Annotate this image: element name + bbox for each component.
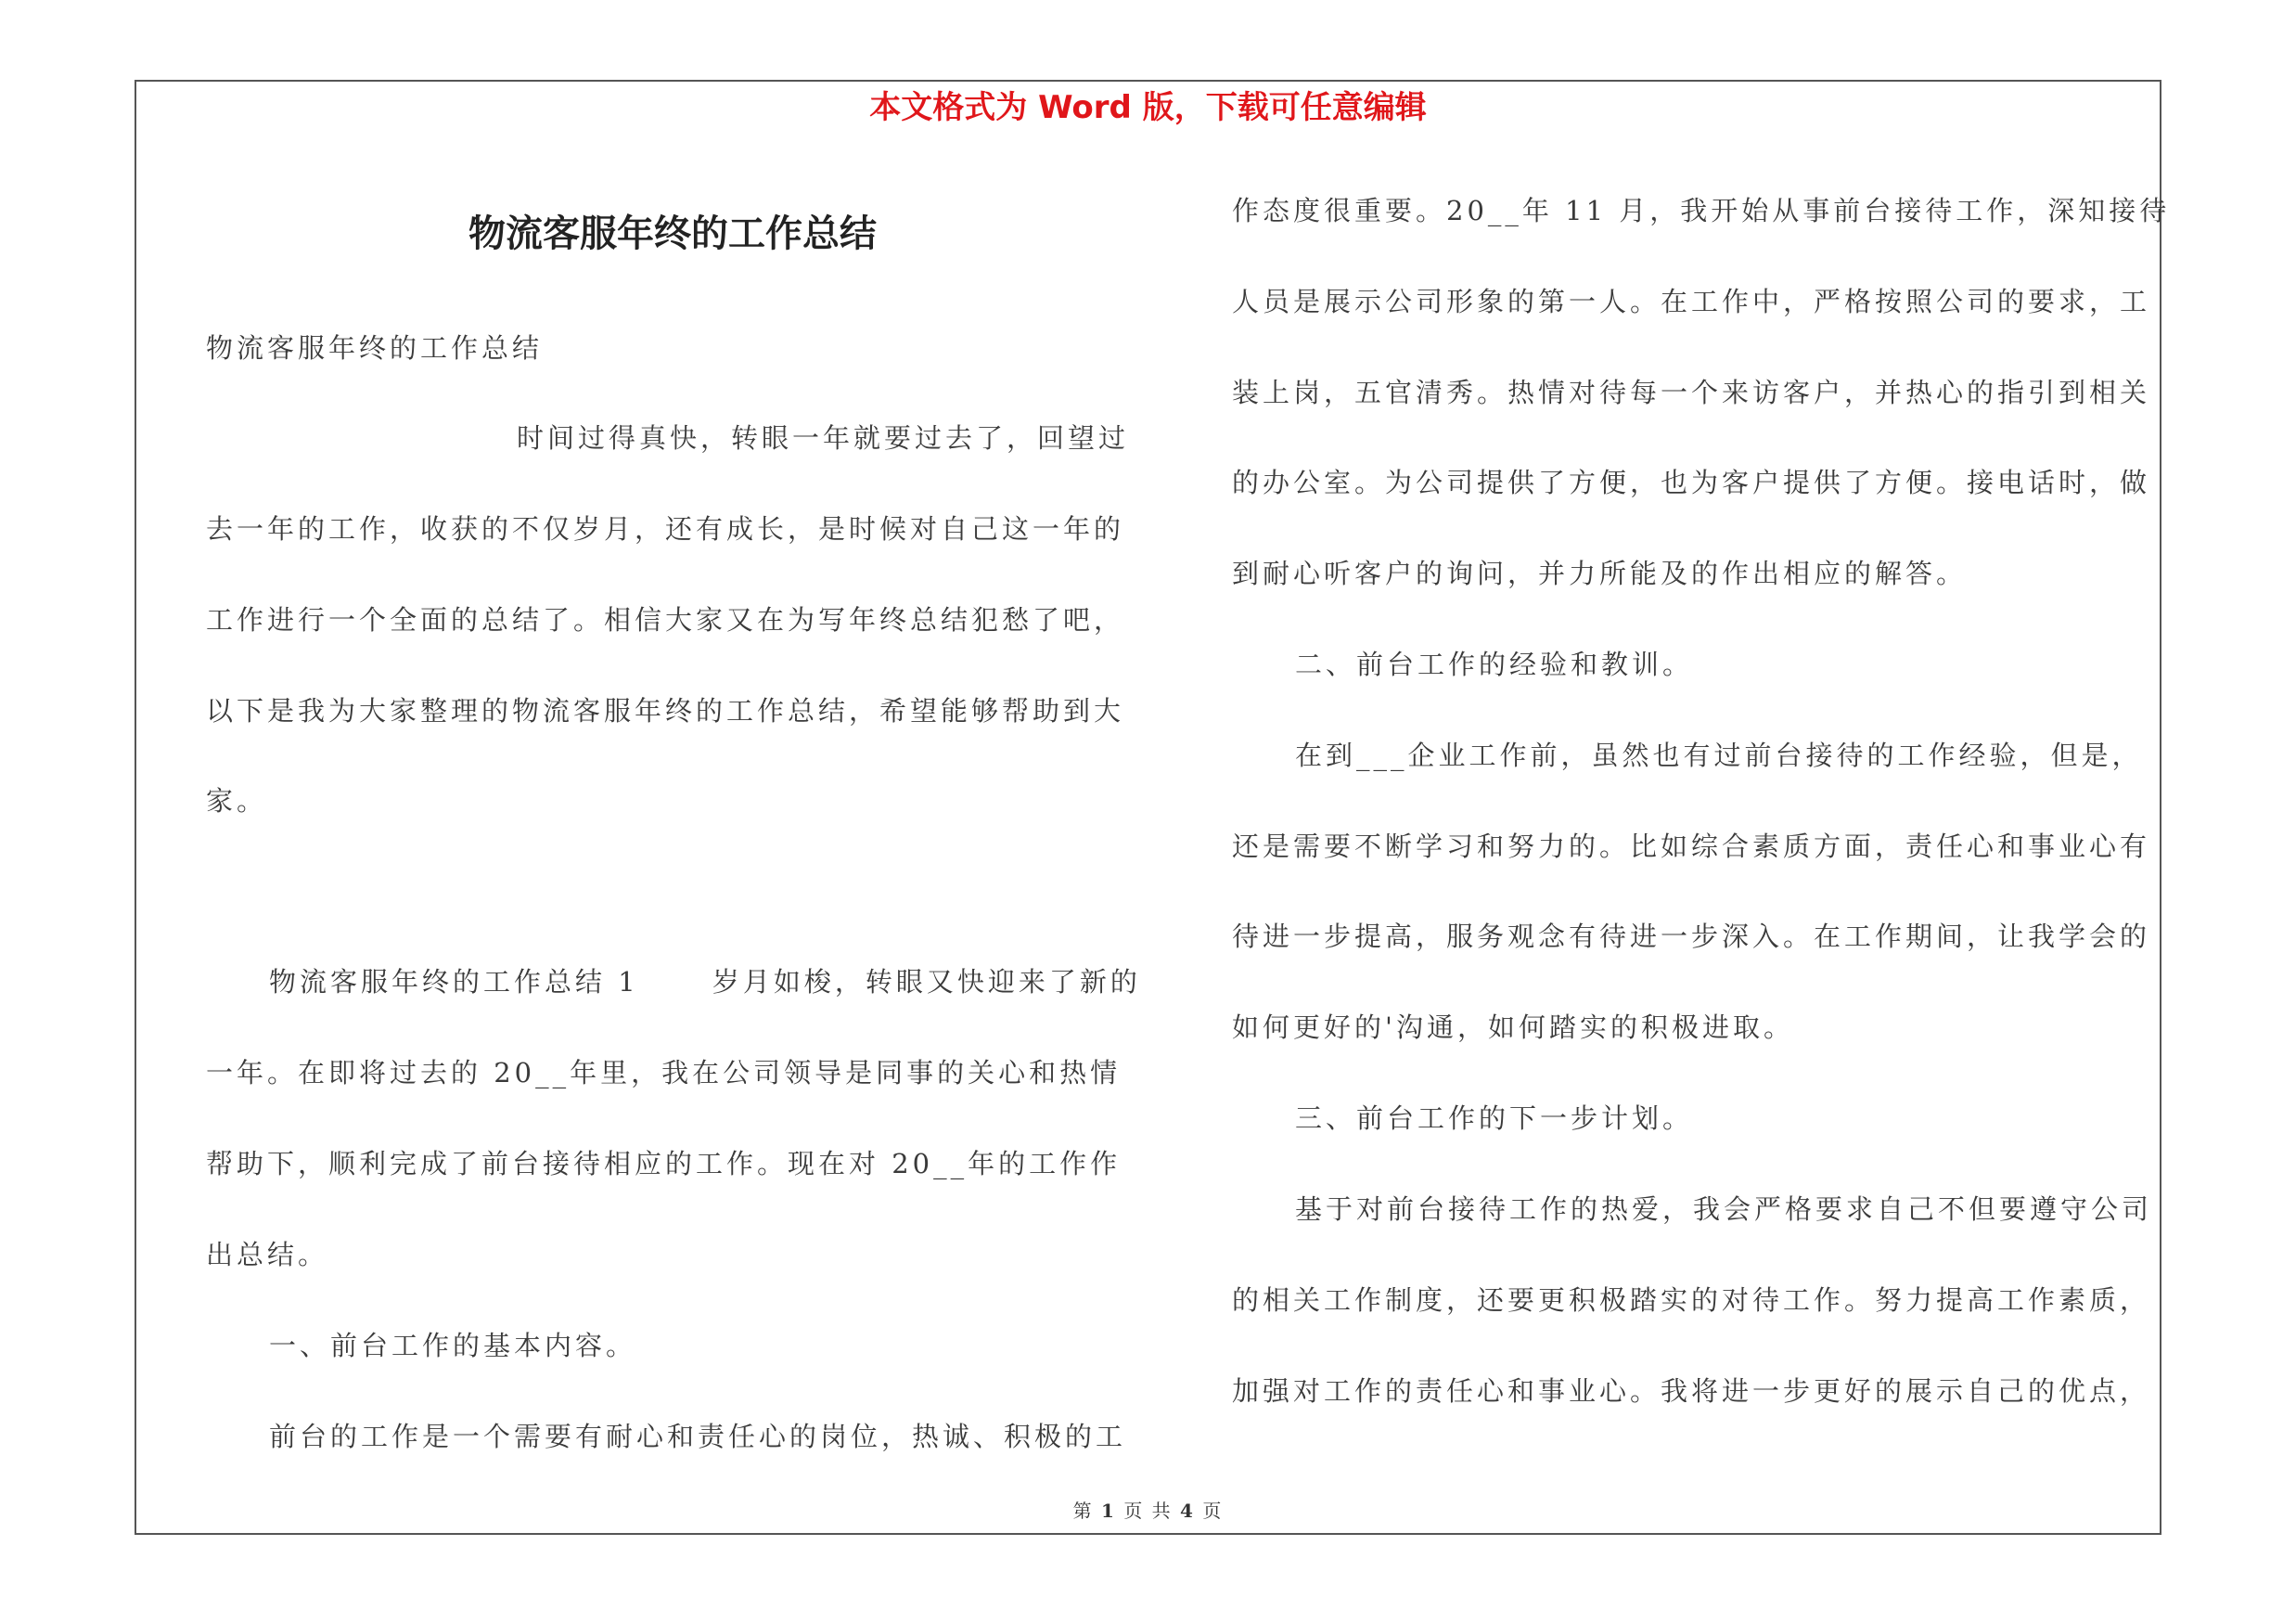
format-banner: 本文格式为 Word 版，下载可任意编辑 [869,89,1427,126]
body-line: 的相关工作制度，还要更积极踏实的对待工作。努力提高工作素质， [1232,1284,2151,1316]
section-heading-line: 物流客服年终的工作总结 1 岁月如梭，转眼又快迎来了新的 [269,966,1141,998]
body-line: 人员是展示公司形象的第一人。在工作中，严格按照公司的要求，工 [1232,286,2151,317]
footer-prefix: 第 [1072,1500,1094,1522]
body-line: 如何更好的'沟通，如何踏实的积极进取。 [1232,1011,1794,1043]
body-line: 帮助下，顺利完成了前台接待相应的工作。现在对 20__年的工作作 [206,1148,1122,1179]
body-line: 时间过得真快，转眼一年就要过去了，回望过 [517,422,1130,454]
body-line: 前台的工作是一个需要有耐心和责任心的岗位，热诚、积极的工 [269,1421,1127,1452]
body-line: 家。 [206,785,268,817]
body-line: 以下是我为大家整理的物流客服年终的工作总结，希望能够帮助到大 [206,695,1125,727]
subtitle-line: 物流客服年终的工作总结 [206,332,544,364]
body-line: 待进一步提高，服务观念有待进一步深入。在工作期间，让我学会的 [1232,921,2151,952]
current-page-number: 1 [1101,1500,1116,1522]
footer-middle: 页 共 [1123,1500,1173,1522]
body-line: 加强对工作的责任心和事业心。我将进一步更好的展示自己的优点， [1232,1375,2151,1407]
body-line: 一年。在即将过去的 20__年里，我在公司领导是同事的关心和热情 [206,1057,1122,1088]
body-line: 工作进行一个全面的总结了。相信大家又在为写年终总结犯愁了吧， [206,604,1125,636]
page-footer [135,1496,2161,1523]
body-line: 还是需要不断学习和努力的。比如综合素质方面，责任心和事业心有 [1232,831,2151,862]
body-line: 到耐心听客户的询问，并力所能及的作出相应的解答。 [1232,558,1968,589]
body-line: 出总结。 [206,1239,329,1270]
document-title: 物流客服年终的工作总结 [468,212,877,255]
total-page-number: 4 [1180,1500,1195,1522]
body-line: 的办公室。为公司提供了方便，也为客户提供了方便。接电话时，做 [1232,467,2151,498]
body-line: 装上岗，五官清秀。热情对待每一个来访客户，并热心的指引到相关 [1232,377,2151,408]
body-line: 基于对前台接待工作的热爱，我会严格要求自己不但要遵守公司 [1295,1193,2153,1225]
section-heading-line: 一、前台工作的基本内容。 [269,1330,637,1361]
footer-suffix: 页 [1202,1500,1224,1522]
body-line: 去一年的工作，收获的不仅岁月，还有成长，是时候对自己这一年的 [206,513,1125,545]
body-line: 在到___企业工作前，虽然也有过前台接待的工作经验，但是， [1295,740,2143,771]
section-heading-line: 二、前台工作的经验和教训。 [1295,649,1694,680]
body-line: 作态度很重要。20__年 11 月，我开始从事前台接待工作，深知接待 [1232,195,2171,226]
section-heading-line: 三、前台工作的下一步计划。 [1295,1102,1694,1134]
